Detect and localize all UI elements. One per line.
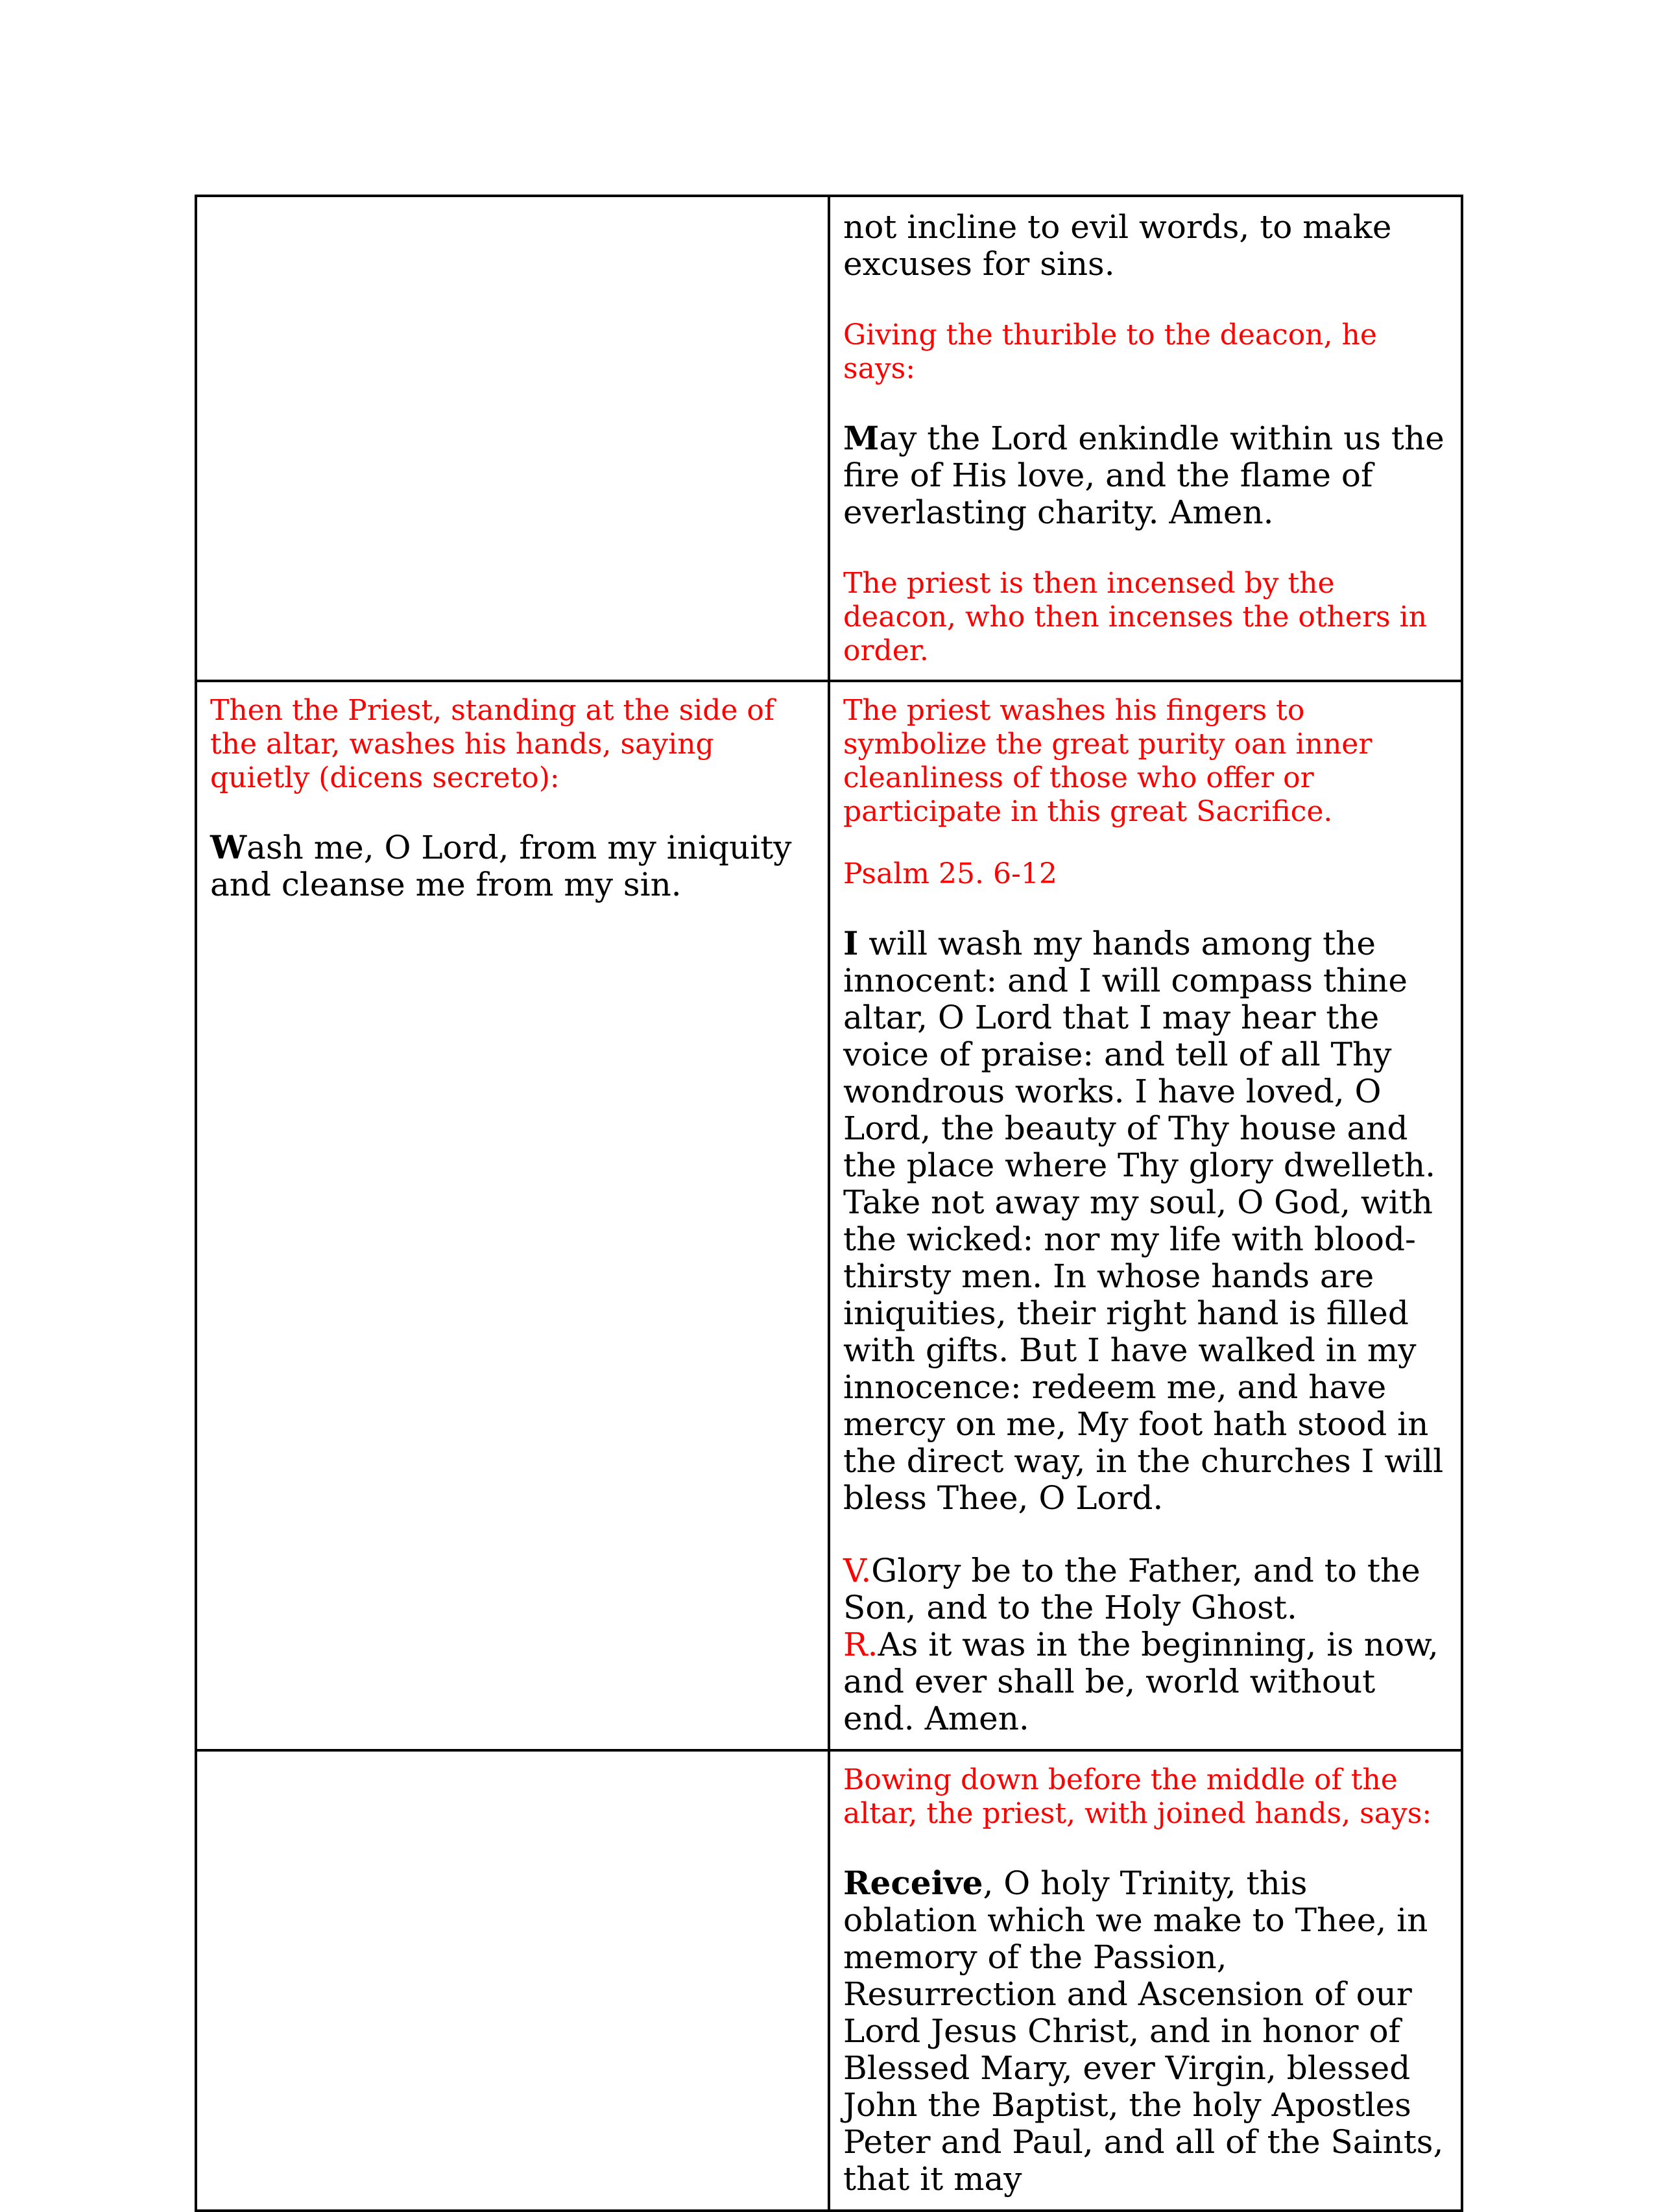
rubric-thurible: Giving the thurible to the deacon, he says: [843, 318, 1377, 385]
left-cell-empty [196, 1750, 829, 2211]
right-cell [829, 681, 1462, 1750]
prayer-receive [843, 1864, 1448, 2198]
liturgy-table [195, 195, 1463, 2212]
drop-initial: I [843, 924, 859, 962]
drop-initial: M [843, 419, 880, 457]
right-cell [829, 196, 1462, 681]
right-cell [829, 1750, 1462, 2211]
table-row [196, 196, 1462, 681]
response [843, 1626, 1448, 1737]
prayer-enkindle [843, 420, 1448, 531]
rubric-bowing: Bowing down before the middle of the altar, the priest, with joined hands, says: [843, 1763, 1432, 1830]
response-text: As it was in the beginning, is now, and ever shall be, world without end. Amen. [843, 1626, 1439, 1737]
prayer-text: , O holy Trinity, this oblation which we make to Thee, in memory of the Passion, Resurrection and Ascension of our Lord Jesus Christ, and in honor of Blessed Mary, ever Virgin, blessed John the Baptist, the holy Apostles Peter and Paul, and all of the Saints, that it may [843, 1864, 1444, 2198]
bold-lead-word: Receive [843, 1864, 983, 1902]
psalm-text [843, 925, 1448, 1517]
table-row [196, 1750, 1462, 2211]
psalm-reference: Psalm 25. 6-12 [843, 857, 1057, 890]
table-row [196, 681, 1462, 1750]
rubric-symbolize: The priest washes his fingers to symbolize the great purity oan inner cleanliness of those who offer or participate in this great Sacrifice. [843, 694, 1372, 828]
drop-initial: W [210, 828, 247, 866]
versicle-text: Glory be to the Father, and to the Son, and to the Holy Ghost. [843, 1552, 1420, 1626]
rubric-washes-hands: Then the Priest, standing at the side of the altar, washes his hands, saying quietly (dicens secreto): [210, 694, 775, 794]
left-cell-empty [196, 196, 829, 681]
left-cell [196, 681, 829, 1750]
continued-text: not incline to evil words, to make excuses for sins. [843, 208, 1392, 283]
prayer-text: ash me, O Lord, from my iniquity and cleanse me from my sin. [210, 829, 792, 903]
psalm-body: will wash my hands among the innocent: and I will compass thine altar, O Lord that I may hear the voice of praise: and tell of all Thy wondrous works. I have loved, O Lord, the beauty of Thy house and the place where Thy glory dwelleth. Take not away my soul, O God, with the wicked: nor my life with blood-thirsty men. In whose hands are iniquities, their right hand is filled with gifts. But I have walked in my innocence: redeem me, and have mercy on me, My foot hath stood in the direct way, in the churches I will bless Thee, O Lord. [843, 925, 1444, 1517]
versicle [843, 1552, 1448, 1626]
prayer-wash-me [210, 829, 815, 903]
response-mark: R. [843, 1626, 878, 1663]
prayer-text: ay the Lord enkindle within us the fire of His love, and the flame of everlasting charity. Amen. [843, 420, 1444, 531]
rubric-incensed: The priest is then incensed by the deacon, who then incenses the others in order. [843, 567, 1427, 667]
versicle-mark: V. [843, 1552, 872, 1589]
